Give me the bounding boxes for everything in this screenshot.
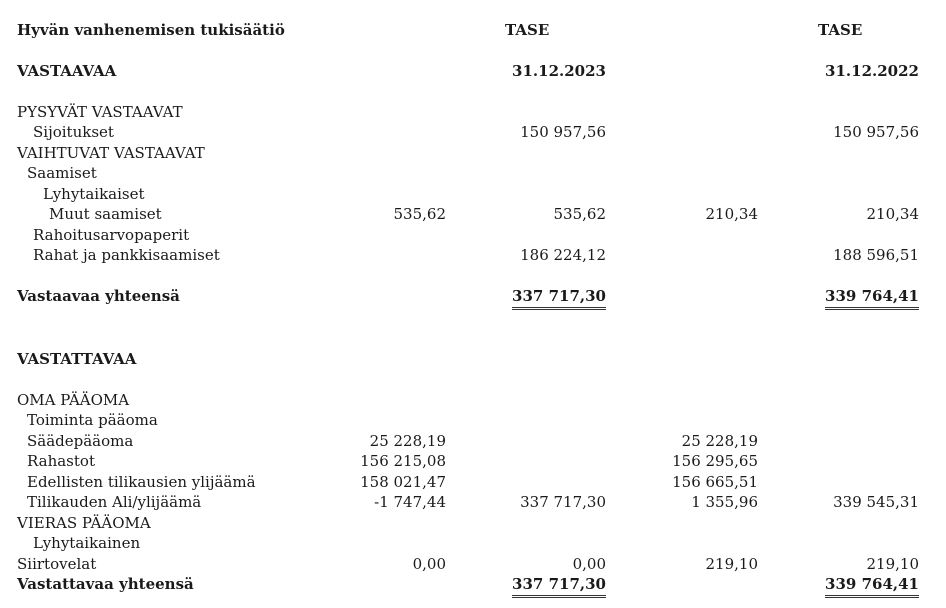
row-label: Rahastot	[27, 452, 95, 470]
total-2023: 150 957,56	[520, 123, 606, 141]
detail-2023: 156 215,08	[360, 452, 446, 470]
sijoitukset-row	[0, 122, 946, 142]
tilikauden-row	[0, 492, 946, 512]
liabilities-heading: VASTATTAVAA	[17, 350, 137, 368]
detail-2023: 25 228,19	[369, 432, 446, 450]
total-2022: 150 957,56	[833, 123, 919, 141]
detail-2023: 158 021,47	[360, 473, 446, 491]
row-label: PYSYVÄT VASTAAVAT	[17, 103, 183, 121]
assets-heading-row	[0, 61, 946, 81]
toiminta-paaoma-row	[0, 410, 946, 430]
edelliset-row	[0, 472, 946, 492]
detail-2023: 535,62	[393, 205, 446, 223]
liabilities-total-row	[0, 574, 946, 594]
total-2023: 0,00	[572, 555, 606, 573]
detail-2022: 210,34	[705, 205, 758, 223]
total-2022: 219,10	[866, 555, 919, 573]
liabilities-heading-row	[0, 349, 946, 369]
org-name: Hyvän vanhenemisen tukisäätiö	[17, 21, 285, 39]
detail-2022: 219,10	[705, 555, 758, 573]
date-2023: 31.12.2023	[512, 62, 606, 80]
siirtovelat-row	[0, 554, 946, 574]
detail-2023: 0,00	[412, 555, 446, 573]
row-label: Tilikauden Ali/ylijäämä	[27, 493, 202, 511]
assets-total-row	[0, 286, 946, 306]
col-2023-title: TASE	[505, 21, 550, 39]
row-label: Edellisten tilikausien ylijäämä	[27, 473, 256, 491]
saadepaaoma-row	[0, 431, 946, 451]
row-label: VIERAS PÄÄOMA	[17, 514, 151, 532]
oma-paaoma-row	[0, 390, 946, 410]
detail-2022: 156 665,51	[672, 473, 758, 491]
row-label: Lyhytaikaiset	[43, 185, 145, 203]
row-label: Muut saamiset	[49, 205, 162, 223]
assets-heading: VASTAAVAA	[17, 62, 117, 80]
date-2022: 31.12.2022	[825, 62, 919, 80]
total-2023: 337 717,30	[512, 574, 606, 598]
row-label: Vastaavaa yhteensä	[17, 287, 180, 305]
row-label: Säädepääoma	[27, 432, 134, 450]
row-label: Rahat ja pankkisaamiset	[33, 246, 220, 264]
total-2023: 337 717,30	[512, 286, 606, 310]
col-2022-title: TASE	[818, 21, 863, 39]
row-label: Toiminta pääoma	[27, 411, 158, 429]
rahastot-row	[0, 451, 946, 471]
detail-2022: 25 228,19	[681, 432, 758, 450]
row-label: Sijoitukset	[33, 123, 114, 141]
muut-saamiset-row	[0, 204, 946, 224]
total-2022: 339 545,31	[833, 493, 919, 511]
detail-2022: 1 355,96	[691, 493, 758, 511]
lyhytaikaiset-row	[0, 184, 946, 204]
row-label: VAIHTUVAT VASTAAVAT	[17, 144, 205, 162]
detail-2022: 156 295,65	[672, 452, 758, 470]
total-2022: 188 596,51	[833, 246, 919, 264]
lyhytaikainen-row	[0, 533, 946, 553]
row-label: Rahoitusarvopaperit	[33, 226, 190, 244]
total-2023: 186 224,12	[520, 246, 606, 264]
row-label: Siirtovelat	[17, 555, 97, 573]
header-row	[0, 20, 946, 40]
saamiset-row	[0, 163, 946, 183]
total-2022: 210,34	[866, 205, 919, 223]
vieras-paaoma-row	[0, 513, 946, 533]
total-2022: 339 764,41	[825, 286, 919, 310]
total-2022: 339 764,41	[825, 574, 919, 598]
detail-2023: -1 747,44	[374, 493, 446, 511]
row-label: Saamiset	[27, 164, 97, 182]
rahoitusarvopaperit-row	[0, 225, 946, 245]
row-label: Lyhytaikainen	[33, 534, 141, 552]
pysyvat-row	[0, 102, 946, 122]
total-2023: 535,62	[553, 205, 606, 223]
row-label: OMA PÄÄOMA	[17, 391, 130, 409]
row-label: Vastattavaa yhteensä	[17, 575, 194, 593]
rahat-row	[0, 245, 946, 265]
vaihtuvat-row	[0, 143, 946, 163]
total-2023: 337 717,30	[520, 493, 606, 511]
